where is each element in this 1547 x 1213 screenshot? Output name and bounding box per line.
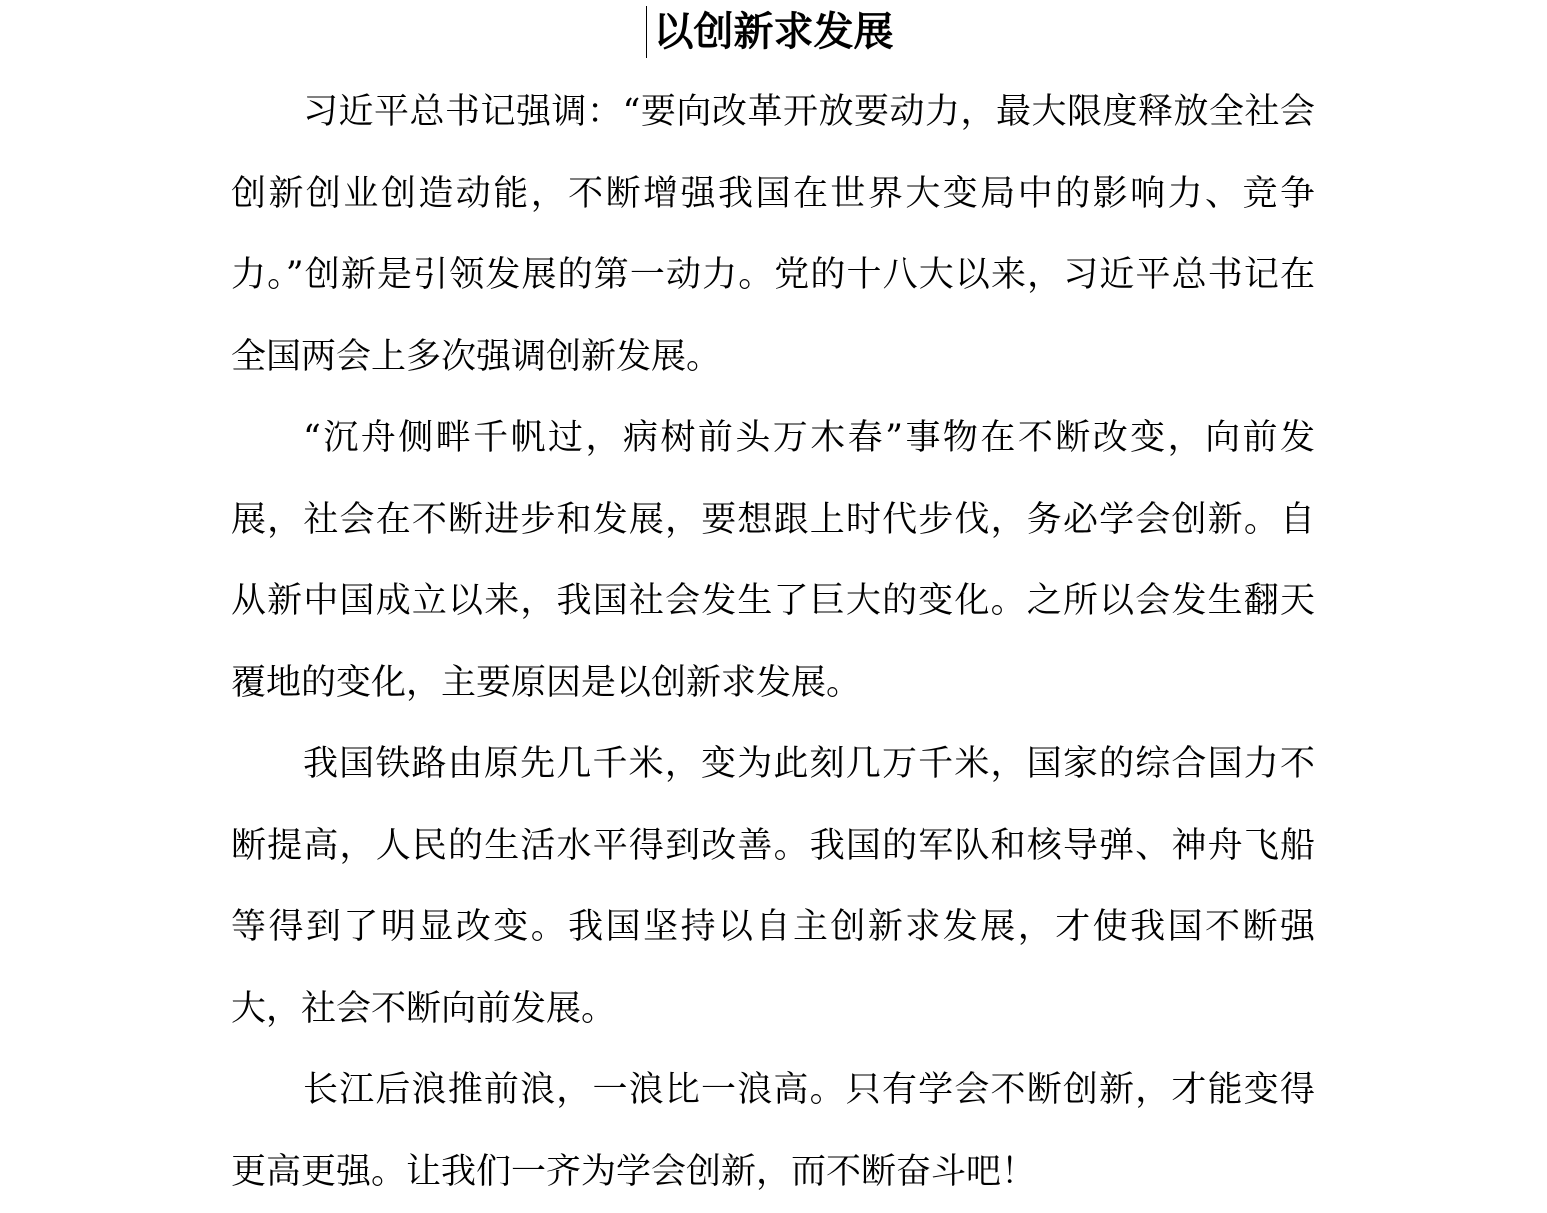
paragraph-4: 长江后浪推前浪，一浪比一浪高。只有学会不断创新，才能变得更高更强。让我们一齐为学会创新，而不断奋斗吧！ (231, 1070, 1315, 1192)
document-body (231, 72, 1315, 1213)
paragraph-2: “沉舟侧畔千帆过，病树前头万木春”事物在不断改变，向前发展，社会在不断进步和发展，要想跟上时代步伐，务必学会创新。自从新中国成立以来，我国社会发生了巨大的变化。之所以会发生翻天覆地的变化，主要原因是以创新求发展。 (231, 418, 1315, 703)
paragraph-3: 我国铁路由原先几千米，变为此刻几万千米，国家的综合国力不断提高，人民的生活水平得到改善。我国的军队和核导弹、神舟飞船等得到了明显改变。我国坚持以自主创新求发展，才使我国不断强大，社会不断向前发展。 (231, 744, 1315, 1029)
document-title: 以创新求发展 (653, 9, 894, 55)
paragraph-1: 习近平总书记强调：“要向改革开放要动力，最大限度释放全社会创新创业创造动能，不断增强我国在世界大变局中的影响力、竞争力。”创新是引领发展的第一动力。党的十八大以来，习近平总书记在全国两会上多次强调创新发展。 (231, 92, 1315, 377)
